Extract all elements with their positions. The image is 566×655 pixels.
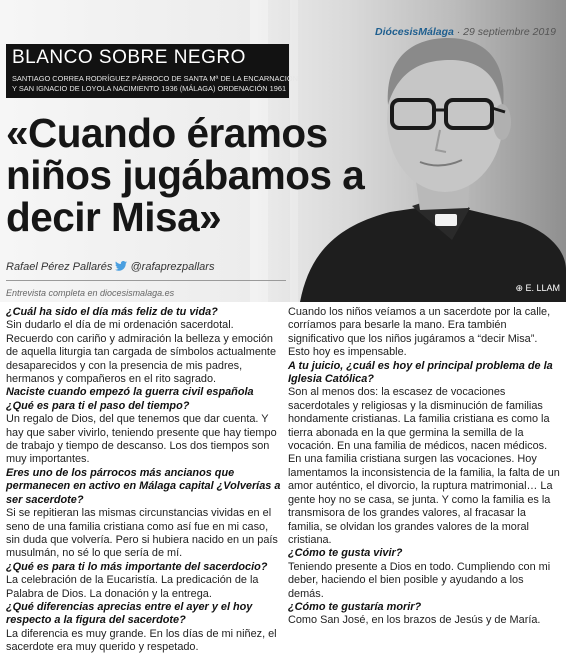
question: ¿Qué es para ti lo más importante del sacerdocio? [6,560,268,573]
answer: Como San José, en los brazos de Jesús y de María. [288,614,541,627]
section-title: BLANCO SOBRE NEGRO [12,47,246,68]
question: Eres uno de los párrocos más ancianos que permanecen en activo en Málaga capital ¿Volverías a ser sacerdote? [6,466,281,506]
question: ¿Cuál ha sido el día más feliz de tu vida? [6,306,218,318]
online-note: Entrevista completa en diocesismalaga.es [6,288,175,298]
answer: Son al menos dos: la escasez de vocaciones sacerdotales y religiosas y la disminución de familias hondamente cristianas. La familia cristiana es como la tierra abonada en la que germina la semilla de la vocación. En una familia de médicos, nacen médicos. En una familia cristiana surgen las vocaciones. Hoy lamentamos la inconsistencia de la familia, la falta de un amor auténtico, el divorcio, la ruptura matrimonial… La gente hoy no se casa, se junta. Y como la familia es la transmisora de los grandes valores, al fracasar la familia, se olvidan los grandes valores de la moral cristiana. [288,386,560,546]
question: ¿Cómo te gustaría morir? [288,600,422,613]
answer: Teniendo presente a Dios en todo. Cumpliendo con mi deber, haciendo el bien posible y ayudando a los demás. [288,560,551,600]
headline-line-3: decir Misa» [6,194,222,240]
headline-line-2: niños jugábamos a [6,152,365,198]
headline [6,110,365,240]
bio-line-1: SANTIAGO CORREA RODRÍGUEZ PÁRROCO DE SANTA Mª DE LA ENCARNACIÓN [12,74,298,83]
credit-icon: ⊕ [515,283,526,293]
answer: Si se repitieran las mismas circunstancias vividas en el seno de una familia cristiana como así fue en mi caso, sin duda que volvería. Pero si hubiera nacido en un país musulmán, no sé lo que sería de mí. [6,507,278,560]
answer: La celebración de la Eucaristía. La predicación de la Palabra de Dios. La donación y la entrega. [6,574,259,600]
issue-date: · 29 septiembre 2019 [456,26,556,38]
answer: Cuando los niños veíamos a un sacerdote por la calle, corríamos para besarle la mano. Era también significativo que los niños jugáramos a “decir Misa”. Esto hoy es impensable. [288,306,551,359]
right-column [288,306,560,628]
author-byline [6,261,214,274]
question: ¿Cómo te gusta vivir? [288,547,403,560]
masthead [375,26,556,38]
answer: La diferencia es muy grande. En los días de mi niñez, el sacerdote era muy querido y respetado. [6,627,277,654]
author-name: Rafael Pérez Pallarés [6,261,113,273]
photo-credit: ⊕ E. LLAM [515,283,560,293]
left-column [6,306,282,655]
twitter-bird-icon [115,261,127,274]
bio-line-2: Y SAN IGNACIO DE LOYOLA NACIMIENTO 1936 (MÁLAGA) ORDENACIÓN 1961 [12,84,287,93]
author-handle: @rafaprezpallars [130,261,215,273]
answer: Sin dudarlo el día de mi ordenación sacerdotal. Recuerdo con cariño y admiración la belleza y emoción de aquella liturgia tan cargada de símbolos actualmente desaparecidos y con la presencia de mis padres, hermanos y compañeros en el rito sagrado. [6,319,277,386]
headline-line-1: «Cuando éramos [6,110,328,156]
question: ¿Qué diferencias aprecias entre el ayer y el hoy respecto a la figura del sacerdote? [6,600,253,627]
publication-name: DiócesisMálaga [375,26,454,38]
question: A tu juicio, ¿cuál es hoy el principal problema de la Iglesia Católica? [288,359,553,386]
question: Naciste cuando empezó la guerra civil española ¿Qué es para ti el paso del tiempo? [6,386,254,412]
section-banner [6,44,298,98]
byline-divider [6,280,286,281]
answer: Un regalo de Dios, del que tenemos que dar cuenta. Y hay que saber vivirlo, teniendo presente que hay tiempo de trabajo y tiempo de descanso. Los dos tiempos son muy importantes. [6,413,277,466]
